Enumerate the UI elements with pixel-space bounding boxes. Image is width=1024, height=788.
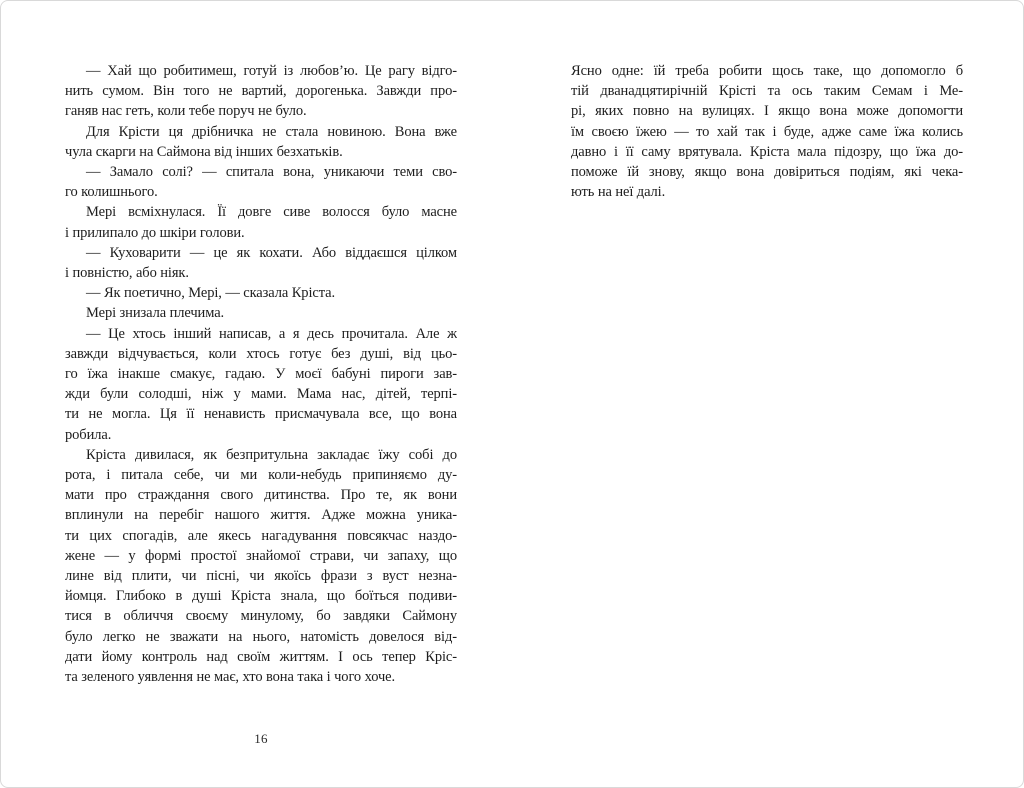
- text-line: лине від плити, чи пісні, чи якоїсь фрази з вуст незна-: [65, 568, 457, 585]
- page-number: 16: [254, 731, 268, 746]
- text-line: чула скарги на Саймона від інших безхатьків.: [65, 143, 343, 160]
- text-line: поможе їй знову, якщо вона довіриться подіям, які чека-: [571, 164, 963, 181]
- text-line: Мері знизала плечима.: [86, 305, 225, 322]
- paragraph: [571, 61, 963, 202]
- text-line: — Замало солі? — спитала вона, уникаючи теми сво-: [86, 164, 457, 181]
- text-line: жди були солодші, ніж у мами. Мама нас, дітей, терпі-: [65, 386, 457, 403]
- text-line: ють на неї далі.: [571, 184, 666, 201]
- paragraph: [65, 445, 457, 687]
- paragraph: [65, 202, 457, 242]
- text-line: мати про страждання свого дитинства. Про те, як вони: [65, 487, 457, 504]
- paragraph: [65, 162, 457, 202]
- paragraph: [65, 283, 457, 303]
- text-line: ти не могла. Ця її ненависть присмачувала все, що вона: [65, 406, 457, 423]
- paragraph: [65, 243, 457, 283]
- text-line: і повністю, або ніяк.: [65, 265, 189, 282]
- text-line: завжди відчувається, коли хтось готує без душі, від цьо-: [65, 345, 457, 362]
- text-line: та зеленого уявлення не має, хто вона така і чого хоче.: [65, 669, 396, 686]
- text-line: — Як поетично, Мері, — сказала Кріста.: [86, 285, 335, 302]
- text-line: було легко не зважати на нього, натомість довелося від-: [65, 628, 457, 645]
- text-line: і прилипало до шкіри голови.: [65, 224, 245, 241]
- text-line: — Це хтось інший написав, а я десь прочитала. Але ж: [86, 325, 457, 342]
- right-page-text-column: [571, 61, 963, 202]
- text-line: го колишнього.: [65, 184, 158, 201]
- text-line: йомця. Глибоко в душі Кріста знала, що боїться подиви-: [65, 588, 457, 605]
- text-line: рі, яких повно на вулицях. І якщо вона може допомогти: [571, 103, 963, 120]
- text-line: го їжа інакше смакує, гадаю. У моєї бабуні пироги зав-: [65, 366, 457, 383]
- text-line: нить сумом. Він того не вартий, дорогенька. Завжди про-: [65, 83, 457, 100]
- text-line: тій дванадцятирічній Крісті та ось таким Семам і Ме-: [571, 83, 963, 100]
- text-line: їм своєю їжею — то хай так і буде, адже саме їжа колись: [571, 123, 963, 140]
- left-page-text-column: [65, 61, 457, 687]
- text-line: тися в обличчя своєму минулому, бо завдяки Саймону: [65, 608, 457, 625]
- text-line: жене — у формі простої знайомої страви, чи запаху, що: [65, 547, 457, 564]
- text-line: вплинули на перебіг нашого життя. Адже можна уника-: [65, 507, 457, 524]
- text-line: Ясно одне: їй треба робити щось таке, що допомогло б: [571, 63, 963, 79]
- text-line: давно і її саму врятувала. Кріста мала підозру, що їжа до-: [571, 143, 963, 160]
- paragraph: [65, 324, 457, 445]
- paragraph: [65, 303, 457, 323]
- text-line: Для Крісти ця дрібничка не стала новиною. Вона вже: [86, 123, 457, 140]
- text-line: ти цих спогадів, але якесь нагадування повсякчас наздо-: [65, 527, 457, 544]
- text-line: Кріста дивилася, як безпритульна закладає їжу собі до: [86, 446, 457, 463]
- text-line: Мері всміхнулася. Її довге сиве волосся було масне: [86, 204, 457, 221]
- text-line: рота, і питала себе, чи ми коли-небудь припиняємо ду-: [65, 467, 457, 484]
- paragraph: [65, 122, 457, 162]
- text-line: робила.: [65, 426, 112, 443]
- text-line: ганяв нас геть, коли тебе поруч не було.: [65, 103, 307, 120]
- text-line: дати йому контроль над своїм життям. І ось тепер Кріс-: [65, 648, 457, 665]
- text-line: — Куховарити — це як кохати. Або віддаєшся цілком: [86, 244, 457, 261]
- paragraph: [65, 61, 457, 122]
- text-line: — Хай що робитимеш, готуй із любов’ю. Це рагу відго-: [86, 63, 457, 79]
